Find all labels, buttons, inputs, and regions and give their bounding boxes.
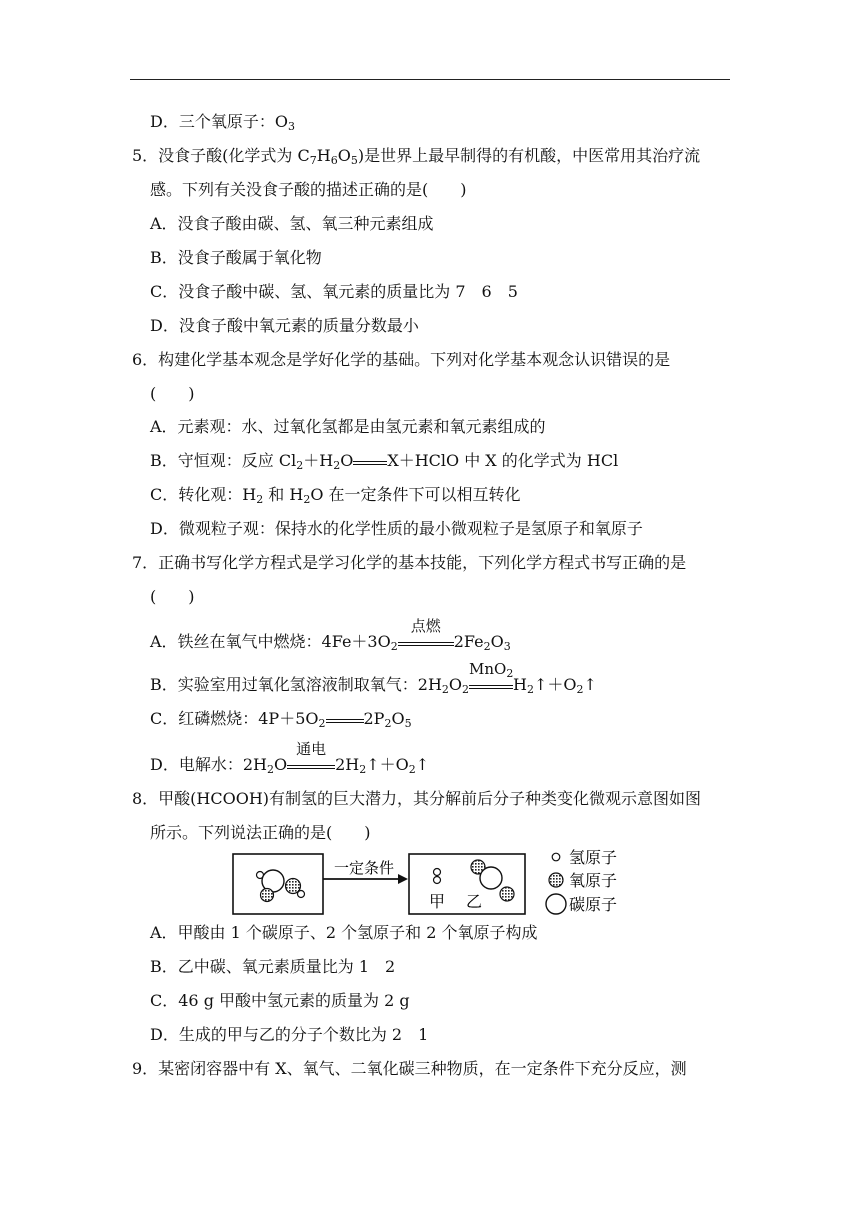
q5-option-c: C．没食子酸中碳、氢、氧元素的质量比为 7 6 5 (150, 282, 518, 301)
equals-sign (353, 450, 387, 472)
reaction-condition: 通电 (287, 754, 335, 776)
equals-sign (326, 708, 364, 730)
oxygen-atom (261, 889, 274, 902)
legend-hydrogen: 氢原子 (569, 848, 618, 867)
q7-stem: 7．正确书写化学方程式是学习化学的基本技能，下列化学方程式书写正确的是 (132, 553, 687, 572)
q9-stem: 9．某密闭容器中有 X、氧气、二氧化碳三种物质，在一定条件下充分反应，测 (132, 1059, 687, 1078)
arrow-head (398, 874, 408, 884)
q6-option-d: D．微观粒子观：保持水的化学性质的最小微观粒子是氢原子和氧原子 (150, 519, 643, 538)
reaction-condition: 点燃 (398, 631, 454, 653)
q5-stem-cont: 感。下列有关没食子酸的描述正确的是( ) (150, 180, 467, 199)
reaction-condition: MnO$_2$ (469, 674, 513, 696)
legend-carbon-icon (546, 894, 566, 914)
q8-option-a: A．甲酸由 1 个碳原子、2 个氢原子和 2 个氧原子构成 (150, 923, 538, 942)
q5-option-b: B．没食子酸属于氧化物 (150, 248, 322, 267)
q5-option-d: D．没食子酸中氧元素的质量分数最小 (150, 316, 419, 335)
q4-option-d: D．三个氧原子：$O_3$ (150, 112, 295, 133)
q6-option-a: A．元素观：水、过氧化氢都是由氢元素和氧元素组成的 (150, 417, 546, 436)
q7-option-a: A．铁丝在氧气中燃烧：$4Fe+3O_2$ 点燃 $2Fe_2O_3$ (150, 617, 511, 653)
product-label-jia: 甲 (428, 892, 446, 911)
q7-option-c: C．红磷燃烧：$4P+5O_2$ $2P_2O_5$ (150, 709, 412, 730)
hydrogen-atom (434, 877, 441, 884)
q8-option-b: B．乙中碳、氧元素质量比为 1 2 (150, 957, 396, 976)
q6-stem-cont: ( ) (150, 384, 195, 403)
q8-option-d: D．生成的甲与乙的分子个数比为 2 1 (150, 1025, 429, 1044)
q8-stem-cont: 所示。下列说法正确的是( ) (150, 823, 371, 842)
q7-option-b: B．实验室用过氧化氢溶液制取氧气：$2H_2O_2$ MnO$_2$ $H_2↑+O_2↑$ (150, 660, 597, 696)
header-rule (130, 79, 730, 80)
arrow-label: 一定条件 (333, 859, 395, 877)
q6-option-b: B．守恒观：反应 $Cl_2+H_2O$ X＋HClO 中 X 的化学式为 HCl (150, 451, 619, 472)
molecule-diagram-svg (232, 845, 652, 917)
legend-oxygen: 氧原子 (569, 871, 618, 890)
legend-hydrogen-icon (552, 853, 560, 861)
q5-stem: 5．没食子酸(化学式为 $C_7H_6O_5$)是世界上最早制得的有机酸，中医常用其治疗流 (132, 146, 701, 167)
legend-oxygen-icon (549, 873, 563, 887)
hydrogen-atom (434, 869, 441, 876)
q8-option-c: C．46 g 甲酸中氢元素的质量为 2 g (150, 991, 410, 1010)
q7-stem-cont: ( ) (150, 587, 195, 606)
oxygen-atom (500, 887, 514, 901)
molecule-diagram (232, 845, 652, 917)
legend-carbon: 碳原子 (569, 895, 618, 914)
q6-option-c: C．转化观：$H_2$ 和 $H_2O$ 在一定条件下可以相互转化 (150, 485, 521, 506)
hydrogen-atom (298, 891, 305, 898)
carbon-atom (480, 867, 502, 889)
q7-option-d: D．电解水：$2H_2O$ 通电 $2H_2↑+O_2↑$ (150, 740, 430, 776)
q6-stem: 6．构建化学基本观念是学好化学的基础。下列对化学基本观念认识错误的是 (132, 350, 671, 369)
q5-option-a: A．没食子酸由碳、氢、氧三种元素组成 (150, 214, 434, 233)
product-label-yi: 乙 (465, 892, 483, 911)
q8-stem: 8．甲酸(HCOOH)有制氢的巨大潜力，其分解前后分子种类变化微观示意图如图 (132, 789, 702, 808)
